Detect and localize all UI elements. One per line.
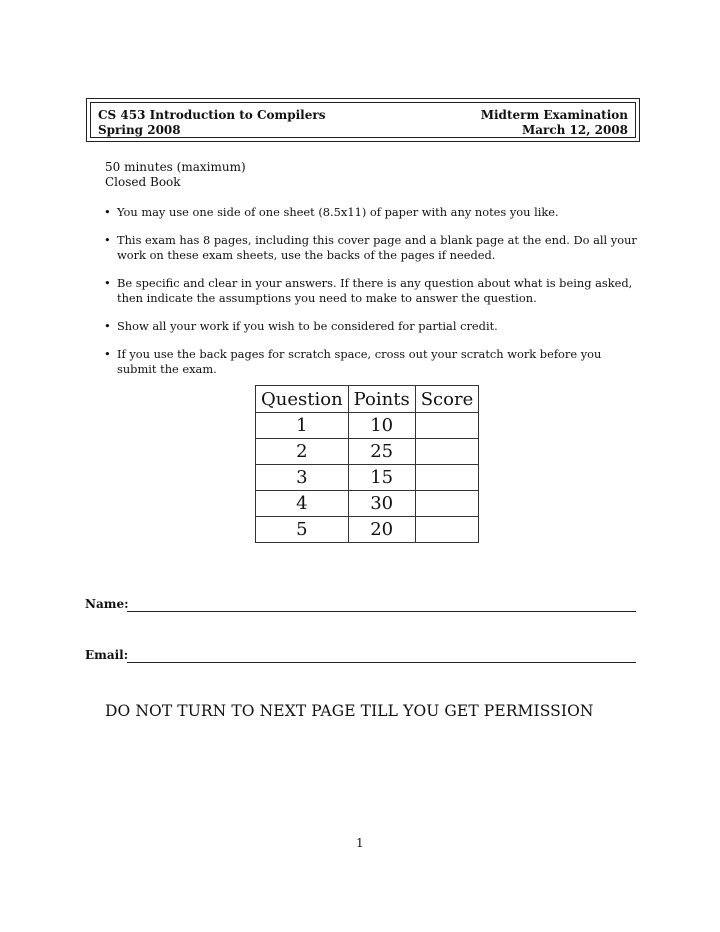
exam-title: Midterm Examination (480, 108, 628, 122)
table-row (256, 439, 479, 465)
name-label: Name: (85, 597, 129, 611)
course-title: CS 453 Introduction to Compilers (98, 108, 326, 122)
name-input-line[interactable] (127, 611, 636, 612)
table-row (256, 491, 479, 517)
score-table-header-row (256, 386, 479, 413)
book-policy: Closed Book (105, 175, 181, 189)
instruction-text: If you use the back pages for scratch space, cross out your scratch work before you submit the exam. (117, 347, 602, 376)
email-label: Email: (85, 648, 129, 662)
question-points: 30 (348, 491, 415, 517)
exam-duration: 50 minutes (maximum) (105, 160, 246, 174)
table-row (256, 517, 479, 543)
instruction-item (104, 347, 638, 377)
instruction-item (104, 319, 638, 334)
bullet-icon: • (104, 233, 111, 247)
instruction-item (104, 233, 638, 263)
score-cell[interactable] (415, 517, 479, 543)
column-header-points: Points (348, 386, 415, 413)
email-input-line[interactable] (127, 662, 636, 663)
bullet-icon: • (104, 276, 111, 290)
question-points: 10 (348, 413, 415, 439)
score-cell[interactable] (415, 413, 479, 439)
question-points: 20 (348, 517, 415, 543)
bullet-icon: • (104, 205, 111, 219)
score-cell[interactable] (415, 465, 479, 491)
exam-date: March 12, 2008 (521, 123, 628, 137)
exam-header-box (86, 98, 640, 142)
term: Spring 2008 (98, 123, 181, 137)
score-table (255, 385, 479, 543)
instruction-item (104, 205, 638, 220)
instruction-text: Be specific and clear in your answers. If there is any question about what is being asked, then indicate the assumptions you need to make to answer the question. (117, 276, 633, 305)
score-cell[interactable] (415, 491, 479, 517)
column-header-score: Score (415, 386, 479, 413)
name-field[interactable] (85, 597, 636, 613)
question-number: 3 (256, 465, 349, 491)
question-number: 1 (256, 413, 349, 439)
question-points: 25 (348, 439, 415, 465)
instruction-text: You may use one side of one sheet (8.5x11) of paper with any notes you like. (117, 205, 559, 219)
bullet-icon: • (104, 347, 111, 361)
page-number: 1 (356, 836, 364, 850)
instruction-text: This exam has 8 pages, including this cover page and a blank page at the end. Do all your work on these exam sheets, use the backs of the pages if needed. (117, 233, 637, 262)
table-row (256, 465, 479, 491)
table-row (256, 413, 479, 439)
bullet-icon: • (104, 319, 111, 333)
instruction-item (104, 276, 638, 306)
instructions-list (104, 205, 638, 390)
question-points: 15 (348, 465, 415, 491)
instruction-text: Show all your work if you wish to be considered for partial credit. (117, 319, 498, 333)
question-number: 2 (256, 439, 349, 465)
question-number: 4 (256, 491, 349, 517)
permission-warning: DO NOT TURN TO NEXT PAGE TILL YOU GET PERMISSION (105, 702, 594, 720)
email-field[interactable] (85, 648, 636, 664)
score-cell[interactable] (415, 439, 479, 465)
question-number: 5 (256, 517, 349, 543)
column-header-question: Question (256, 386, 349, 413)
exam-header-inner-border (90, 102, 636, 138)
